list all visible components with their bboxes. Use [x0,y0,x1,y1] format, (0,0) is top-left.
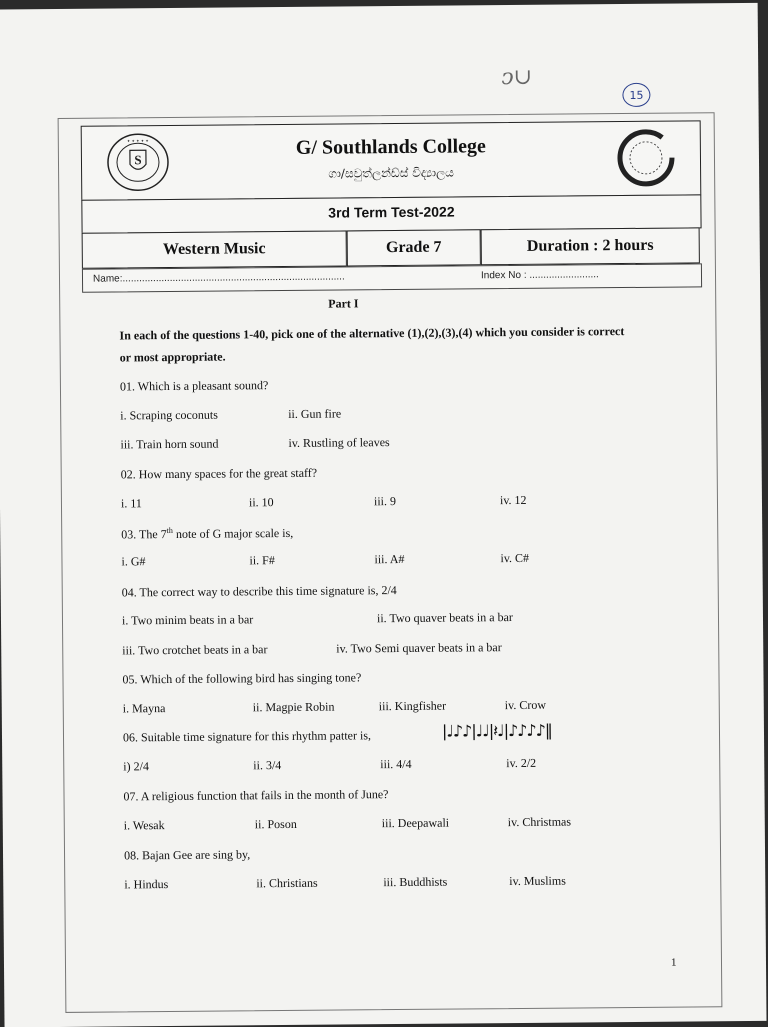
school-name: G/ Southlands College [295,135,486,159]
instructions-line-2: or most appropriate. [119,349,226,365]
option: iii. Buddhists [383,874,448,890]
option: ii. Christians [256,875,318,891]
option: iv. 2/2 [506,755,537,771]
question-text: 01. Which is a pleasant sound? [119,378,269,394]
option: i. Wesak [123,818,165,833]
term-title: 3rd Term Test-2022 [328,203,455,221]
rhythm-pattern: |♩♪♪|♩♩|𝄽♩|♪♪♪♪‖ [441,720,552,741]
question-text: 08. Bajan Gee are sing by, [123,847,251,863]
question-text: 07. A religious function that fails in the month of June? [123,787,389,804]
exam-info-row [82,227,700,268]
svg-text:✦ ✦ ✦ ✦ ✦: ✦ ✦ ✦ ✦ ✦ [126,138,149,144]
option: iii. 4/4 [380,756,412,772]
question-text: 05. Which of the following bird has singing tone? [122,670,362,687]
option: iv. C# [500,550,530,566]
option: iii. A# [374,551,405,567]
option: iii. 9 [373,494,397,509]
question-text: 02. How many spaces for the great staff? [120,465,318,482]
question-text: 04. The correct way to describe this time signature is, 2/4 [121,583,397,600]
circled-score: 15 [622,83,650,107]
grade-label: Grade 7 [347,229,481,266]
option: iii. Train horn sound [120,436,219,452]
option: iv. Rustling of leaves [288,435,390,450]
page-number: 1 [670,956,677,969]
option: i. Two minim beats in a bar [121,612,254,628]
option: i. 11 [120,496,142,511]
school-name-sinhala: ගා/සවුත්ලන්ඩ්ස් විද්‍යාලය [328,165,454,181]
option: iv. 12 [499,492,527,508]
svg-text:S: S [134,152,142,168]
part-title: Part I [328,296,359,311]
option: i. Hindus [124,877,169,892]
instructions-line-1: In each of the questions 1-40, pick one of the alternative (1),(2),(3),(4) which you consider is correct [119,324,625,343]
option: iv. Muslims [509,873,566,889]
option: ii. 3/4 [253,758,282,773]
option: iv. Two Semi quaver beats in a bar [336,640,502,656]
option: iii. Kingfisher [378,698,447,714]
option: i. Mayna [122,701,166,716]
option: ii. Two quaver beats in a bar [376,610,513,626]
name-field[interactable]: Name:................................................................................ [92,271,345,285]
school-header [81,120,702,200]
question-text: 03. The 7th note of G major scale is, [121,525,294,542]
option: iv. Crow [504,697,547,713]
option: i. Scraping coconuts [120,407,218,423]
teacher-mark: ↄ∪ [501,64,533,91]
option: ii. F# [249,553,275,568]
option: iv. Christmas [507,814,572,830]
option: i. G# [121,554,146,569]
exam-committee-seal-icon [616,128,677,189]
option: ii. Poson [254,816,297,832]
subject-label: Western Music [82,230,347,268]
option: ii. Magpie Robin [252,699,335,715]
index-number-field[interactable]: Index No : ......................... [480,269,599,282]
option: ii. Gun fire [288,406,342,421]
option: i) 2/4 [123,759,149,774]
exam-paper [0,3,767,1027]
duration-label: Duration : 2 hours [481,227,700,265]
option: iii. Deepawali [381,815,450,831]
option: iii. Two crotchet beats in a bar [122,642,268,658]
question-text: 06. Suitable time signature for this rhythm patter is, [122,728,372,745]
option: ii. 10 [248,495,274,510]
